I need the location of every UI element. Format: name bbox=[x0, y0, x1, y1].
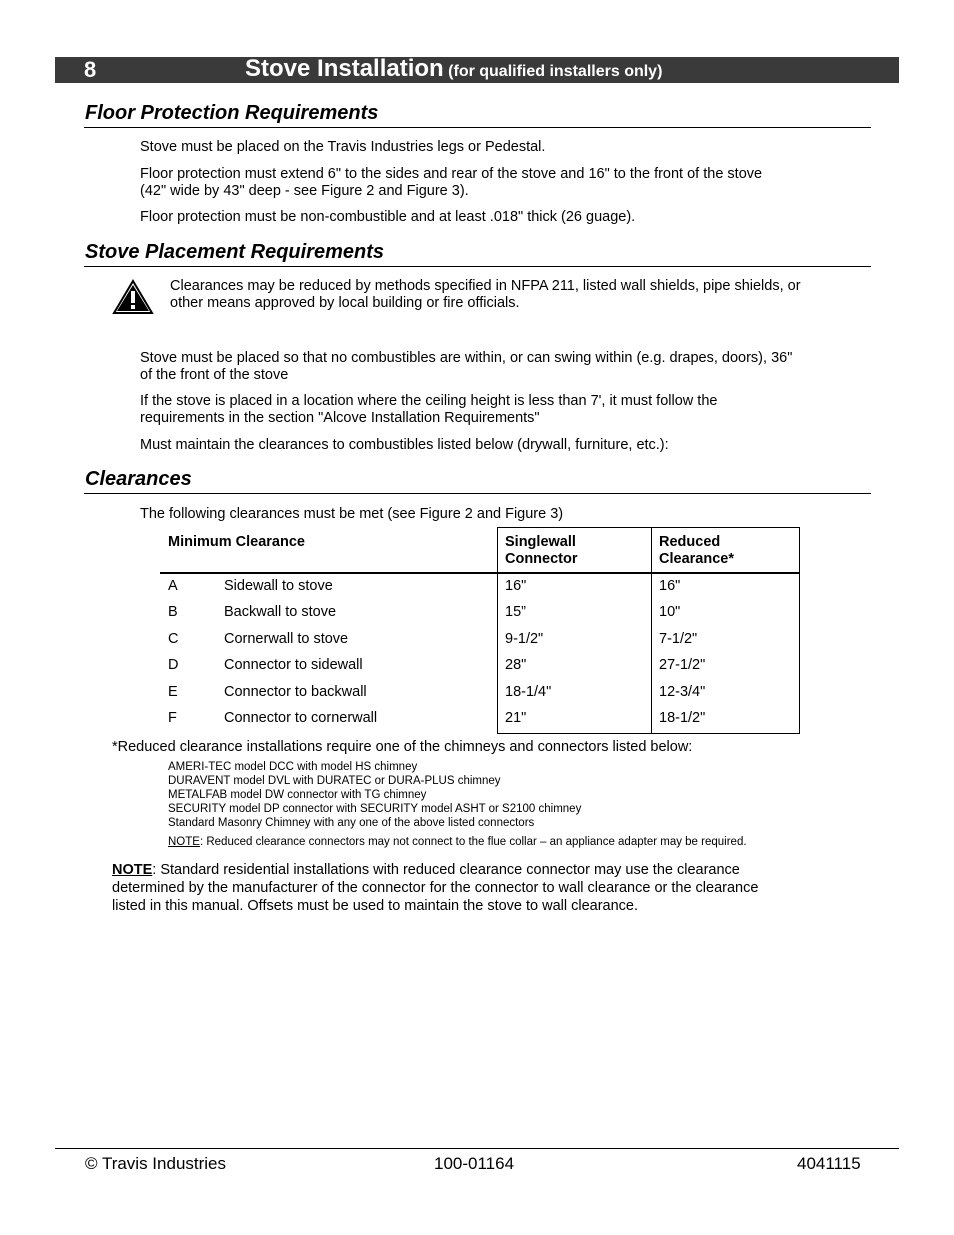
chimney-item: AMERI-TEC model DCC with model HS chimney bbox=[168, 761, 418, 773]
footer-divider bbox=[55, 1148, 899, 1149]
residential-note-label: NOTE bbox=[112, 862, 153, 878]
reduced-clearance-note: *Reduced clearance installations require one of the chimneys and connectors listed below: bbox=[112, 739, 693, 755]
row-singlewall: 9-1/2" bbox=[505, 631, 544, 647]
row-letter: D bbox=[168, 657, 179, 673]
residential-note-line3: listed in this manual. Offsets must be used to maintain the stove to wall clearance. bbox=[112, 898, 639, 914]
col-header-reduced-line1: Reduced bbox=[659, 534, 721, 550]
section-divider bbox=[84, 127, 871, 128]
flue-collar-note-text: : Reduced clearance connectors may not connect to the flue collar – an appliance adapter may be required. bbox=[199, 836, 747, 848]
floor-protection-heading: Floor Protection Requirements bbox=[85, 102, 379, 124]
clearances-heading: Clearances bbox=[85, 468, 192, 490]
table-top-rule bbox=[497, 527, 800, 528]
placement-p1-line1: Stove must be placed so that no combustibles are within, or can swing within (e.g. drapes, doors), 36" bbox=[140, 350, 793, 366]
table-col-divider bbox=[799, 527, 800, 734]
placement-p1-line2: of the front of the stove bbox=[140, 367, 289, 383]
footer-copyright: © Travis Industries bbox=[85, 1154, 227, 1173]
col-header-singlewall-line2: Connector bbox=[505, 551, 578, 567]
residential-note-line2: determined by the manufacturer of the connector for the connector to wall clearance or the clearance bbox=[112, 880, 759, 896]
residential-note-line1: : Standard residential installations with reduced clearance connector may use the clearance bbox=[152, 862, 740, 878]
placement-warning-line1: Clearances may be reduced by methods specified in NFPA 211, listed wall shields, pipe shields, or bbox=[170, 278, 801, 294]
flue-collar-note bbox=[168, 835, 747, 849]
row-letter: B bbox=[168, 604, 178, 620]
row-letter: E bbox=[168, 684, 178, 700]
col-header-minimum-clearance: Minimum Clearance bbox=[168, 534, 305, 550]
section-divider bbox=[84, 493, 871, 494]
row-label: Connector to backwall bbox=[224, 684, 367, 700]
row-label: Backwall to stove bbox=[224, 604, 337, 620]
table-header-rule bbox=[160, 572, 800, 574]
placement-p1 bbox=[140, 350, 840, 384]
row-reduced: 16" bbox=[659, 578, 681, 594]
row-reduced: 12-3/4" bbox=[659, 684, 706, 700]
row-letter: F bbox=[168, 710, 177, 726]
clearances-intro: The following clearances must be met (see Figure 2 and Figure 3) bbox=[140, 506, 564, 522]
col-header-reduced-line2: Clearance* bbox=[659, 551, 734, 567]
col-header-singlewall bbox=[505, 534, 578, 568]
floor-protection-p2-line2: (42" wide by 43" deep - see Figure 2 and Figure 3). bbox=[140, 183, 469, 199]
row-singlewall: 15” bbox=[505, 604, 526, 620]
footer-revision-code: 4041115 bbox=[797, 1154, 861, 1173]
row-reduced: 7-1/2" bbox=[659, 631, 698, 647]
floor-protection-p3: Floor protection must be non-combustible and at least .018" thick (26 guage). bbox=[140, 209, 636, 225]
page-number: 8 bbox=[84, 57, 97, 82]
placement-p2-line1: If the stove is placed in a location where the ceiling height is less than 7', it must follow the bbox=[140, 393, 718, 409]
placement-p2 bbox=[140, 393, 840, 427]
row-singlewall: 21" bbox=[505, 710, 527, 726]
row-label: Connector to cornerwall bbox=[224, 710, 378, 726]
footer-document-number: 100-01164 bbox=[434, 1154, 515, 1173]
row-letter: C bbox=[168, 631, 179, 647]
col-header-reduced bbox=[659, 534, 734, 568]
row-singlewall: 16" bbox=[505, 578, 527, 594]
floor-protection-p2 bbox=[140, 166, 840, 200]
row-reduced: 27-1/2" bbox=[659, 657, 706, 673]
placement-p3: Must maintain the clearances to combustibles listed below (drywall, furniture, etc.): bbox=[140, 437, 669, 453]
row-reduced: 10" bbox=[659, 604, 681, 620]
row-singlewall: 28" bbox=[505, 657, 527, 673]
chimney-item: DURAVENT model DVL with DURATEC or DURA-PLUS chimney bbox=[168, 775, 501, 787]
placement-warning bbox=[170, 278, 870, 312]
placement-warning-line2: other means approved by local building or fire officials. bbox=[170, 295, 520, 311]
floor-protection-p1: Stove must be placed on the Travis Industries legs or Pedestal. bbox=[140, 139, 546, 155]
page-title-main: Stove Installation bbox=[245, 55, 444, 82]
chimney-item: SECURITY model DP connector with SECURITY model ASHT or S2100 chimney bbox=[168, 803, 582, 815]
warning-icon bbox=[112, 279, 154, 315]
placement-heading: Stove Placement Requirements bbox=[85, 241, 384, 263]
row-label: Cornerwall to stove bbox=[224, 631, 349, 647]
row-singlewall: 18-1/4" bbox=[505, 684, 552, 700]
chimney-item: Standard Masonry Chimney with any one of the above listed connectors bbox=[168, 817, 535, 829]
chimney-item: METALFAB model DW connector with TG chimney bbox=[168, 789, 427, 801]
page-title-subtitle: (for qualified installers only) bbox=[448, 63, 663, 80]
page-title bbox=[245, 55, 662, 86]
row-reduced: 18-1/2" bbox=[659, 710, 706, 726]
section-divider bbox=[84, 266, 871, 267]
col-header-singlewall-line1: Singlewall bbox=[505, 534, 576, 550]
flue-collar-note-label: NOTE bbox=[168, 836, 200, 848]
floor-protection-p2-line1: Floor protection must extend 6" to the sides and rear of the stove and 16" to the front of the stove bbox=[140, 166, 763, 182]
table-col-divider bbox=[497, 527, 498, 734]
residential-note bbox=[112, 861, 872, 915]
table-bottom-rule bbox=[497, 733, 800, 734]
row-label: Sidewall to stove bbox=[224, 578, 333, 594]
table-col-divider bbox=[651, 527, 652, 734]
placement-p2-line2: requirements in the section "Alcove Installation Requirements" bbox=[140, 410, 540, 426]
row-letter: A bbox=[168, 578, 178, 594]
row-label: Connector to sidewall bbox=[224, 657, 363, 673]
